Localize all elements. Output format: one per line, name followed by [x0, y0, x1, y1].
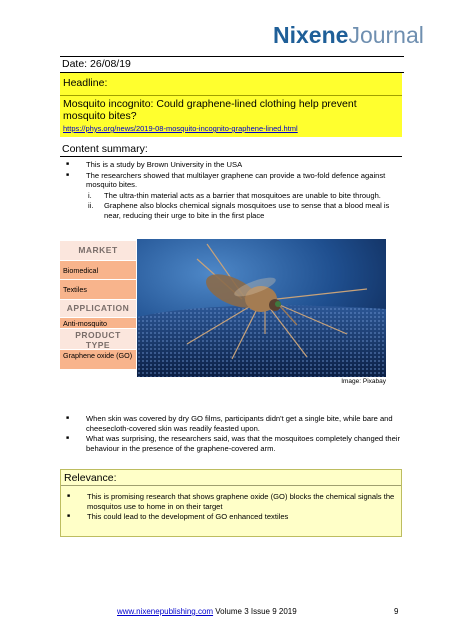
application-item: Anti-mosquito — [60, 318, 136, 329]
summary-divider — [60, 156, 402, 157]
subitem-text: Graphene also blocks chemical signals mosquitoes use to sense that a blood meal is near, reducing their urge to bite in the first place — [104, 201, 390, 220]
product-type-header — [60, 329, 136, 350]
summary-subitem — [60, 201, 405, 220]
market-item-textiles: Textiles — [60, 280, 136, 300]
page-number: 9 — [394, 607, 399, 616]
product-header-line2: TYPE — [85, 340, 111, 350]
logo-sub: Journal — [348, 22, 424, 48]
footer — [117, 607, 297, 616]
logo-brand: Nixene — [273, 22, 349, 48]
photo-credit: Image: Pixabay — [341, 378, 386, 385]
footer-volume: Volume 3 Issue 9 2019 — [213, 607, 297, 616]
headline-label: Headline: — [63, 77, 108, 89]
relevance-list — [61, 492, 399, 523]
market-header: MARKET — [60, 241, 136, 261]
summary-bullet: ■ This is a study by Brown University in the USA — [60, 160, 405, 170]
headline-title: Mosquito incognito: Could graphene-lined clothing help prevent mosquito bites? — [63, 98, 357, 122]
summary-list — [60, 160, 405, 221]
product-item: Graphene oxide (GO) — [60, 350, 136, 370]
mosquito-photo — [137, 239, 386, 377]
classification-panel — [60, 241, 136, 370]
product-header-line1: PRODUCT — [75, 330, 121, 340]
market-item-biomedical: Biomedical — [60, 261, 136, 280]
date-bar: Date: 26/08/19 — [60, 56, 404, 73]
findings-bullet: ■ When skin was covered by dry GO films, participants didn't get a single bite, while bare and cheesecloth-covered skin was readily feasted upon. — [60, 414, 405, 433]
relevance-divider — [61, 485, 401, 486]
findings-bullet: ■ What was surprising, the researchers said, was that the mosquitoes completely changed their behaviour in the presence of the graphene-covered arm. — [60, 434, 405, 453]
relevance-title: Relevance: — [64, 472, 117, 484]
findings-list — [60, 414, 405, 454]
summary-title: Content summary: — [62, 143, 148, 155]
subitem-number: ii. — [88, 201, 94, 210]
footer-website-link[interactable]: www.nixenepublishing.com — [117, 607, 214, 616]
summary-bullet: ■ The researchers showed that multilayer graphene can provide a two-fold defence against mosquito bites. — [60, 171, 405, 190]
headline-divider — [60, 95, 402, 96]
journal-logo — [273, 22, 424, 49]
headline-box — [60, 73, 402, 137]
relevance-bullet: ■ This is promising research that shows graphene oxide (GO) blocks the chemical signals the mosquitos use to home in on their target — [61, 492, 399, 511]
subitem-text: The ultra-thin material acts as a barrier that mosquitoes are unable to bite through. — [104, 190, 381, 200]
relevance-bullet: ■ This could lead to the development of GO enhanced textiles — [61, 512, 399, 522]
subitem-number: i. — [88, 190, 92, 200]
source-link[interactable]: https://phys.org/news/2019-08-mosquito-incognito-graphene-lined.html — [63, 124, 298, 133]
application-header: APPLICATION — [60, 300, 136, 318]
summary-subitem — [60, 191, 405, 201]
relevance-box — [60, 469, 402, 537]
